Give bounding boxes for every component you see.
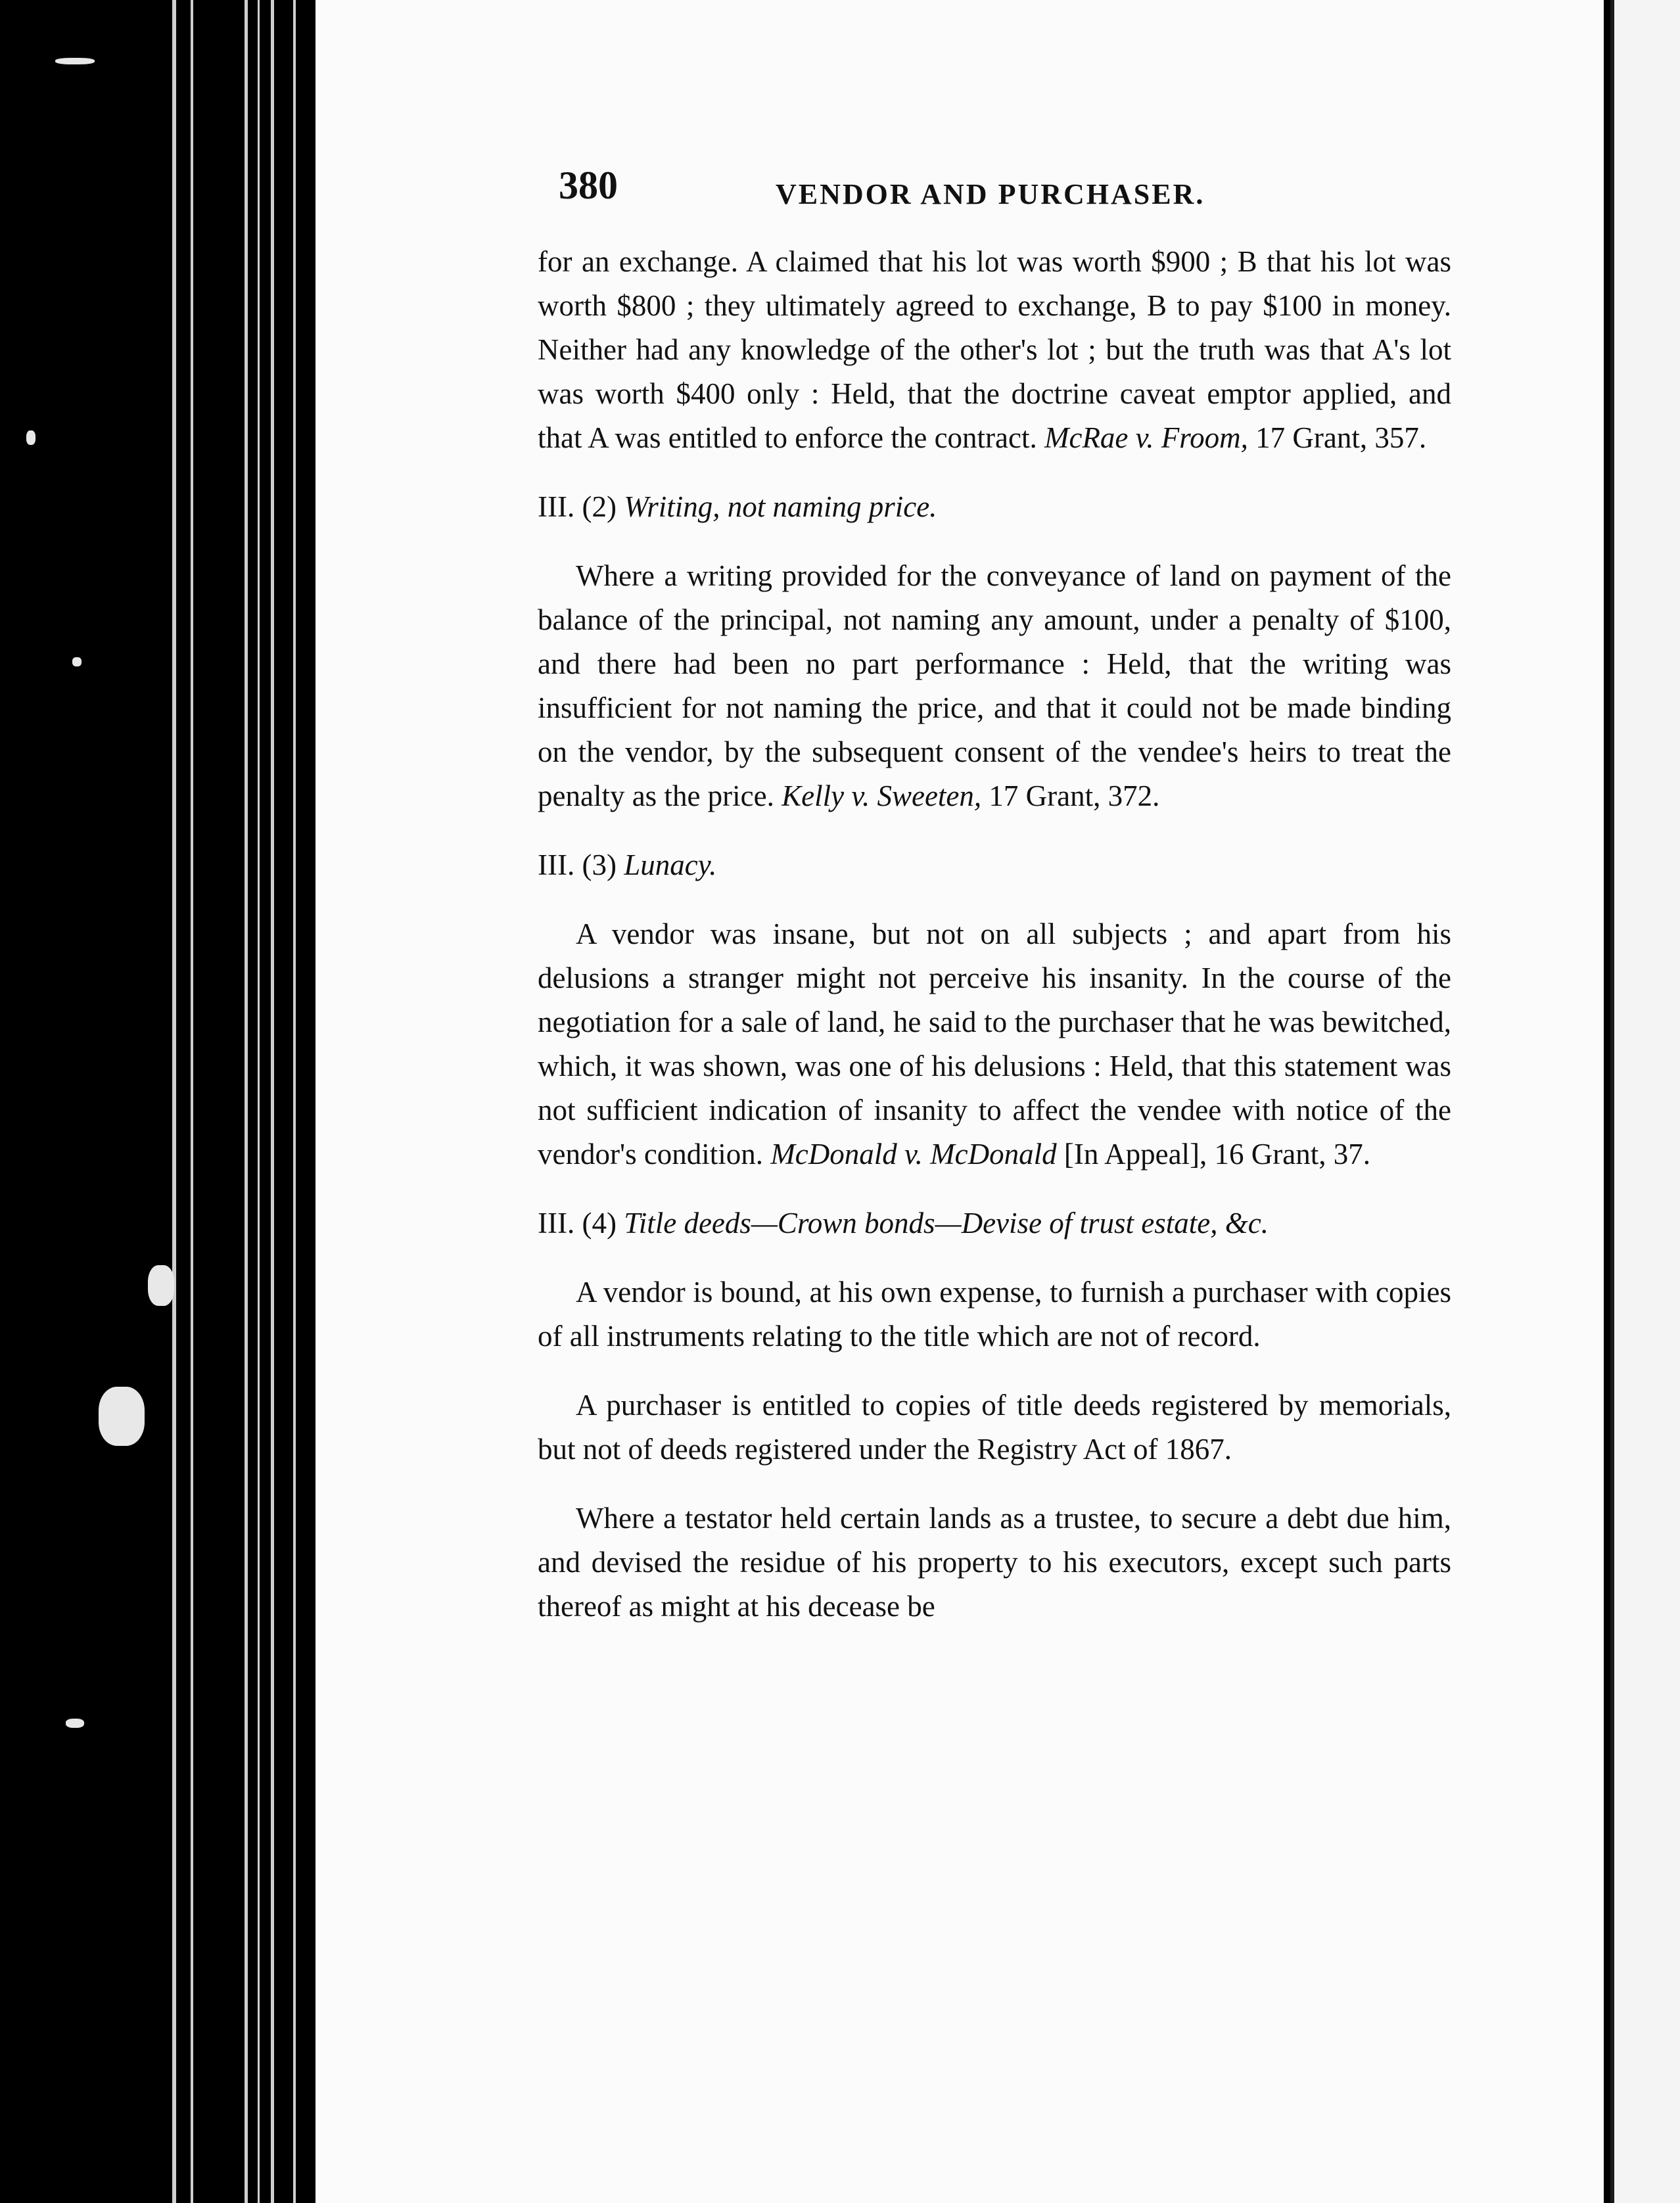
paragraph-text: Where a testator held certain lands as a trustee, to secure a debt due him, and devised the residue of his property to his executors, except such parts thereof as might at his decease be	[538, 1502, 1451, 1623]
page-edge-line	[191, 0, 193, 2203]
paragraph-text: for an exchange. A claimed that his lot was worth $900 ; B that his lot was worth $800 ; they ultimately agreed to exchange, B to pay $100 in money. Neither had any knowledge of the other's lot ; but the truth was that A's lot was worth $400 only : Held, that the doctrine caveat emptor applied, and that A was entitled to enforce the contract.	[538, 245, 1451, 454]
section-heading	[538, 843, 1451, 887]
case-reference: 17 Grant, 372.	[989, 779, 1160, 812]
paragraph-text: A vendor was insane, but not on all subjects ; and apart from his delusions a stranger might not perceive his insanity. In the course of the negotiation for a sale of land, he said to the purchaser that he was bewitched, which, it was shown, was one of his delusions : Held, that this statement was not sufficient indication of insanity to affect the vendee with notice of the vendor's condition.	[538, 917, 1451, 1171]
paragraph	[538, 1270, 1451, 1358]
page-edge-line	[293, 0, 296, 2203]
scan-speck	[26, 430, 35, 445]
scan-speck	[99, 1387, 145, 1446]
case-citation: McDonald v. McDonald	[770, 1138, 1057, 1171]
section-number: III. (3)	[538, 848, 617, 881]
paragraph-text: A vendor is bound, at his own expense, to furnish a purchaser with copies of all instruments relating to the title which are not of record.	[538, 1276, 1451, 1353]
scan-border-right	[1604, 0, 1680, 2203]
paragraph	[538, 240, 1451, 460]
page-header	[559, 163, 1229, 222]
page-edge-line	[245, 0, 248, 2203]
scan-speck	[72, 657, 82, 666]
page-edge-line	[172, 0, 176, 2203]
section-title: Title deeds—Crown bonds—Devise of trust estate, &c.	[624, 1207, 1269, 1240]
page-edge-line	[271, 0, 274, 2203]
section-title: Writing, not naming price.	[624, 490, 937, 523]
paragraph	[538, 554, 1451, 818]
case-reference: [In Appeal], 16 Grant, 37.	[1063, 1138, 1371, 1171]
case-citation: Kelly v. Sweeten,	[782, 779, 982, 812]
page-number: 380	[559, 164, 618, 207]
paragraph	[538, 912, 1451, 1176]
section-heading	[538, 1201, 1451, 1245]
case-citation: McRae v. Froom,	[1044, 421, 1248, 454]
paragraph	[538, 1496, 1451, 1629]
case-reference: 17 Grant, 357.	[1255, 421, 1427, 454]
paragraph-text: A purchaser is entitled to copies of title deeds registered by memorials, but not of deeds registered under the Registry Act of 1867.	[538, 1389, 1451, 1466]
scan-speck	[66, 1719, 84, 1728]
page-edge-line	[258, 0, 260, 2203]
section-number: III. (4)	[538, 1207, 617, 1240]
section-title: Lunacy.	[624, 848, 717, 881]
section-number: III. (2)	[538, 490, 617, 523]
scan-speck	[55, 58, 95, 64]
scan-border-left	[0, 0, 315, 2203]
running-head: VENDOR AND PURCHASER.	[776, 178, 1205, 210]
paragraph-text: Where a writing provided for the conveyance of land on payment of the balance of the principal, not naming any amount, under a penalty of $100, and there had been no part performance : Held, that the writing was insufficient for not naming the price, and that it could not be made binding on the vendor, by the subsequent consent of the vendee's heirs to treat the penalty as the price.	[538, 559, 1451, 812]
adjacent-page-edge	[1610, 0, 1680, 2203]
section-heading	[538, 485, 1451, 529]
page-body	[538, 240, 1451, 1629]
scan-speck	[148, 1265, 174, 1306]
paragraph	[538, 1383, 1451, 1472]
